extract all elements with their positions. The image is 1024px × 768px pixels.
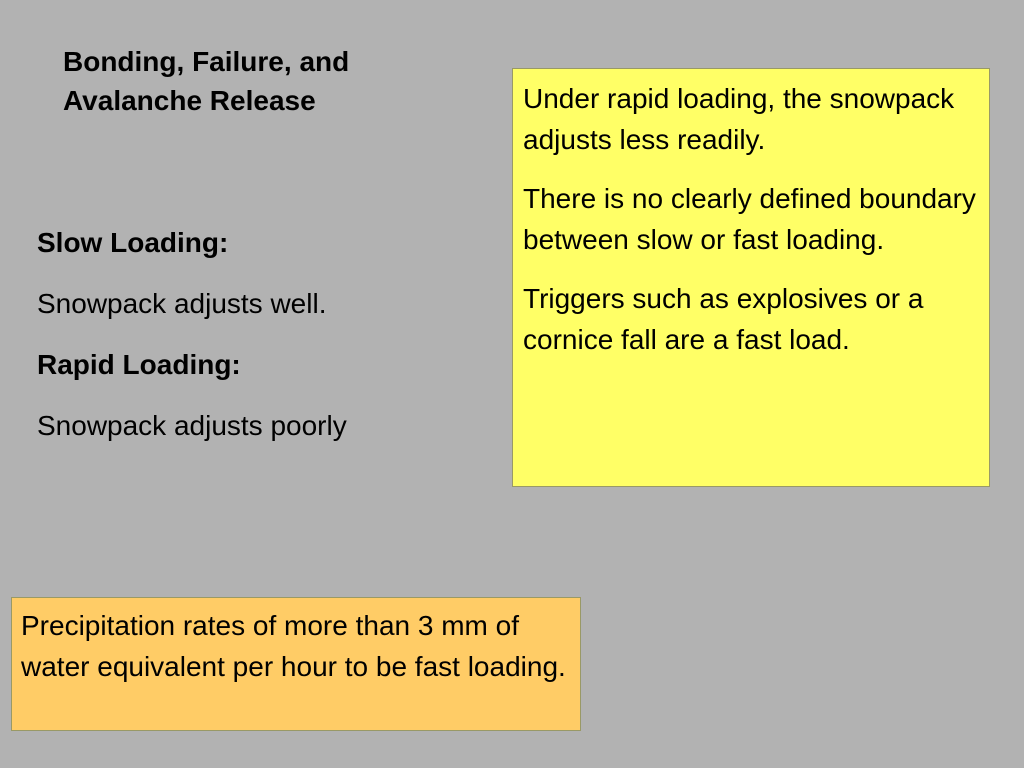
rapid-loading-note-box: [512, 68, 990, 487]
precipitation-note-box: [11, 597, 581, 731]
note-paragraph-3: Triggers such as explosives or a cornice fall are a fast load.: [523, 283, 924, 355]
slide-title-line-1: Bonding, Failure, and: [63, 46, 350, 77]
rapid-loading-heading: Rapid Loading:: [37, 349, 241, 380]
slow-loading-text: Snowpack adjusts well.: [37, 288, 327, 319]
slide-title: [63, 42, 463, 120]
slide-title-line-2: Avalanche Release: [63, 85, 316, 116]
slow-loading-heading: Slow Loading:: [37, 227, 229, 258]
rapid-loading-text: Snowpack adjusts poorly: [37, 410, 347, 441]
note-paragraph-2: There is no clearly defined boundary between slow or fast loading.: [523, 183, 976, 255]
precipitation-note-text: Precipitation rates of more than 3 mm of water equivalent per hour to be fast loading.: [21, 610, 566, 682]
note-paragraph-1: Under rapid loading, the snowpack adjusts less readily.: [523, 83, 955, 155]
loading-types-list: [37, 222, 477, 466]
